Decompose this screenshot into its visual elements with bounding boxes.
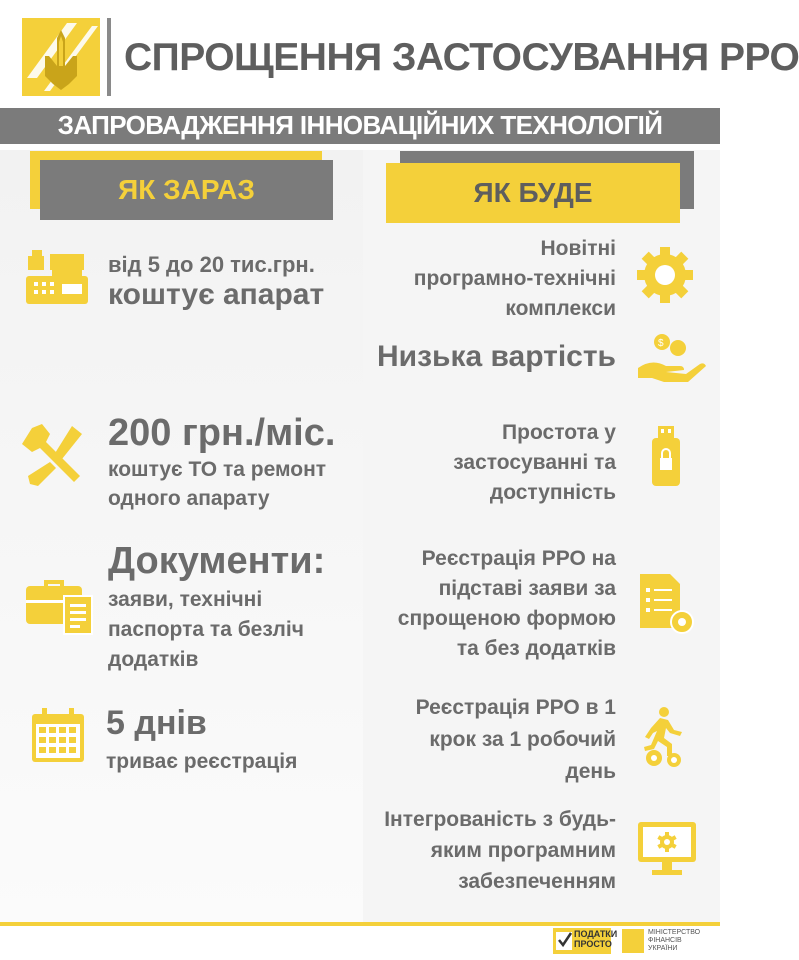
will-item-1-line: комплекси [505, 297, 616, 320]
hand-coins-icon [636, 332, 700, 384]
ministry-footer-label: МІНІСТЕРСТВО ФІНАНСІВ УКРАЇНИ [648, 929, 701, 952]
now-item-3-line4: додатків [108, 648, 199, 671]
badge-label: ПОДАТКИ ПРОСТО [574, 929, 618, 949]
wrench-screwdriver-icon [24, 422, 88, 488]
will-item-4-line: Реєстрація РРО на [421, 547, 616, 570]
now-item-1-line2: коштує апарат [108, 278, 325, 311]
will-item-6-text [360, 804, 616, 897]
will-item-4-line: підставі заяви за [438, 577, 616, 600]
will-item-6-line: забезпеченням [458, 870, 616, 893]
ministry-footer-logo [622, 929, 644, 953]
will-item-5-line: крок за 1 робочий [429, 728, 616, 751]
ministry-logo [22, 18, 100, 96]
will-item-1-text [360, 234, 616, 324]
will-item-6-line: яким програмним [430, 839, 616, 862]
will-item-1-line: програмно-технічні [413, 267, 616, 290]
will-item-4-line: спрощеною формою [397, 607, 616, 630]
will-item-3-text [360, 418, 616, 508]
will-item-1-line: Новітні [540, 237, 616, 260]
will-item-3-line: застосуванні та [453, 451, 616, 474]
svg-text:$: $ [658, 338, 664, 349]
header-divider [107, 18, 111, 96]
page-title: СПРОЩЕННЯ ЗАСТОСУВАННЯ РРО [124, 36, 799, 79]
will-item-4-line: та без додатків [456, 637, 616, 660]
will-item-2-line: Низька вартість [376, 340, 616, 373]
will-item-3-line: Простота у [502, 421, 616, 444]
tab-now: ЯК ЗАРАЗ [40, 160, 333, 220]
now-item-3-line1: Документи: [108, 540, 326, 582]
running-person-gears-icon [640, 706, 690, 768]
will-item-5-text [360, 692, 616, 788]
now-item-2-line2: коштує ТО та ремонт [108, 458, 327, 481]
now-item-2-line1: 200 грн./міс. [108, 412, 336, 454]
briefcase-document-icon [24, 574, 94, 636]
tab-will: ЯК БУДЕ [386, 163, 680, 223]
will-item-5-line: Реєстрація РРО в 1 [415, 696, 616, 719]
now-item-3-line2: заяви, технічні [108, 588, 263, 611]
footer-divider [0, 922, 720, 926]
gear-icon [636, 246, 694, 304]
calendar-icon [30, 706, 86, 764]
monitor-gear-icon [636, 820, 698, 878]
will-item-4-text [360, 544, 616, 664]
now-item-1-line1: від 5 до 20 тис.грн. [108, 252, 315, 277]
now-item-3-line3: паспорта та безліч [108, 618, 304, 641]
will-item-5-line: день [565, 760, 616, 783]
now-item-4-line1: 5 днів [106, 704, 207, 742]
now-item-2-line3: одного апарату [108, 487, 270, 510]
page-subtitle: ЗАПРОВАДЖЕННЯ ІННОВАЦІЙНИХ ТЕХНОЛОГІЙ [57, 110, 663, 140]
trident-icon [22, 18, 100, 96]
will-item-3-line: доступність [489, 481, 616, 504]
usb-lock-icon [650, 424, 682, 488]
checklist-gear-icon [638, 572, 696, 636]
cash-register-icon [24, 248, 90, 308]
will-item-6-line: Інтегрованість з будь- [384, 808, 616, 831]
now-item-4-line2: триває реєстрація [106, 750, 298, 773]
